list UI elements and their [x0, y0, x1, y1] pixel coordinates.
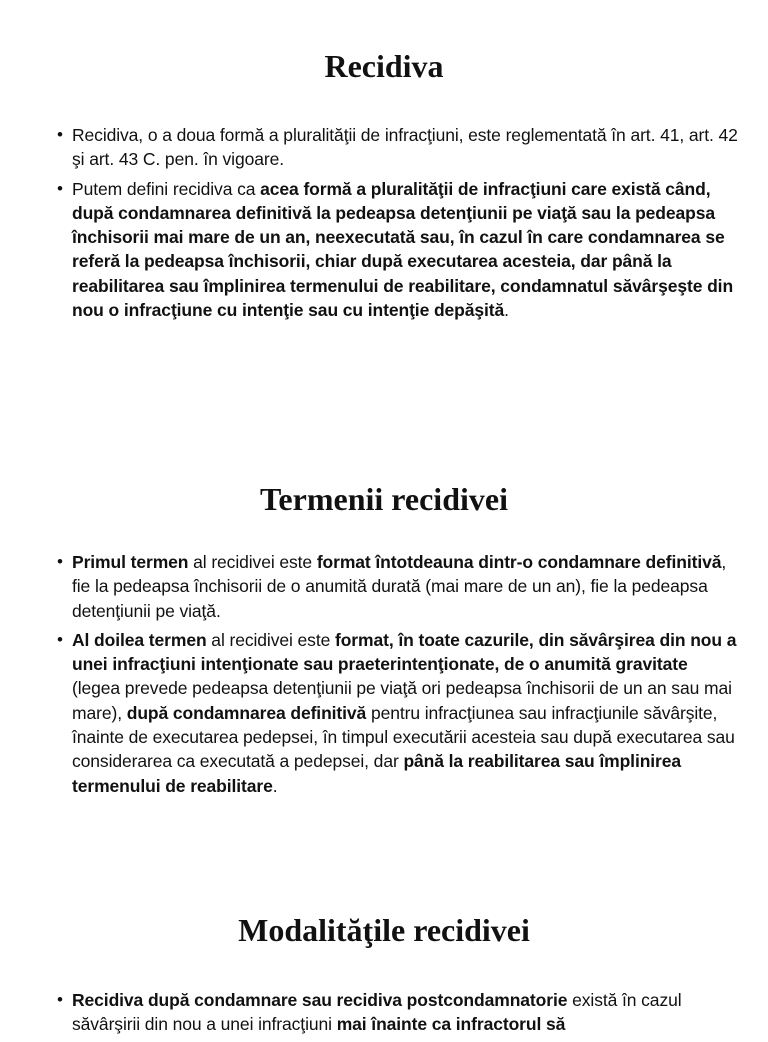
slide-termenii-recidivei [0, 475, 768, 803]
slide-title: Modalităţile recidivei [238, 912, 530, 948]
bullet-item [72, 550, 738, 623]
bullet-text: Recidiva, o a doua formă a pluralităţii de infracţiuni, este reglementată în art. 41, art. 42 şi art. 43 C. pen. în vigoare. [72, 125, 738, 170]
bullet-bold-text: Al doilea termen [72, 629, 207, 650]
bullet-bold-text: până la reabilitarea sau împlinirea termenului de reabilitare [72, 751, 682, 796]
bullet-bold-text: format întotdeauna dintr-o condamnare definitivă [316, 552, 722, 572]
bullet-text: . [504, 300, 509, 321]
slide-title: Termenii recidivei [260, 481, 508, 517]
bullet-item [72, 628, 738, 798]
bullet-text: al recidivei este [188, 552, 317, 572]
slide-recidiva [0, 0, 768, 327]
bullet-bold-text: format, în toate cazurile, din săvârşirea din nou a unei infracţiuni intenţionate sau praeterintenţionate, de o anumită gravitate [72, 629, 737, 675]
bullet-bold-text: Primul termen [72, 552, 189, 572]
bullet-item [72, 123, 738, 172]
bullet-item [72, 177, 738, 323]
bullet-text: Putem defini recidiva ca [72, 178, 261, 199]
bullet-text: al recidivei este [206, 629, 335, 650]
bullet-list [0, 988, 768, 1037]
bullet-bold-text: Recidiva după condamnare sau recidiva postcondamnatorie [72, 990, 568, 1010]
bullet-list [0, 123, 768, 322]
bullet-list [0, 550, 768, 798]
bullet-text: . [272, 775, 278, 796]
bullet-text: pentru infracţiunea sau infracţiunile săvârşite, înainte de executarea pedepsei, în timpul executării acesteia sau după executarea sau considerarea ca executată a pedepsei, dar [72, 702, 735, 772]
slide-title: Recidiva [324, 48, 444, 84]
slide-modalitatile-recidivei [0, 905, 768, 1042]
bullet-item [72, 988, 738, 1037]
bullet-text: există în cazul săvârşirii din nou a unei infracţiuni [72, 990, 682, 1035]
bullet-bold-text: acea formă a pluralităţii de infracţiuni care există când, după condamnarea definitivă la pedeapsa detenţiunii pe viaţă sau la pedeapsa închisorii mai mare de un an, neexecutată sau, în cazul în care condamnarea se referă la pedeapsa închisorii, chiar după executarea acesteia, dar până la reabilitarea sau împlinirea termenului de reabilitare, condamnatul săvârşeşte din nou o infracţiune cu intenţie sau cu intenţie depăşită [72, 178, 734, 321]
bullet-text: , fie la pedeapsa închisorii de o anumită durată (mai mare de un an), fie la pedeapsa detenţiunii pe viaţă. [72, 552, 727, 621]
bullet-text: (legea prevede pedeapsa detenţiunii pe viaţă ori pedeapsa închisorii de un an sau mai mare), [72, 678, 732, 723]
bullet-bold-text: mai înainte ca infractorul să [336, 1014, 566, 1035]
bullet-bold-text: după condamnarea definitivă [126, 702, 367, 723]
